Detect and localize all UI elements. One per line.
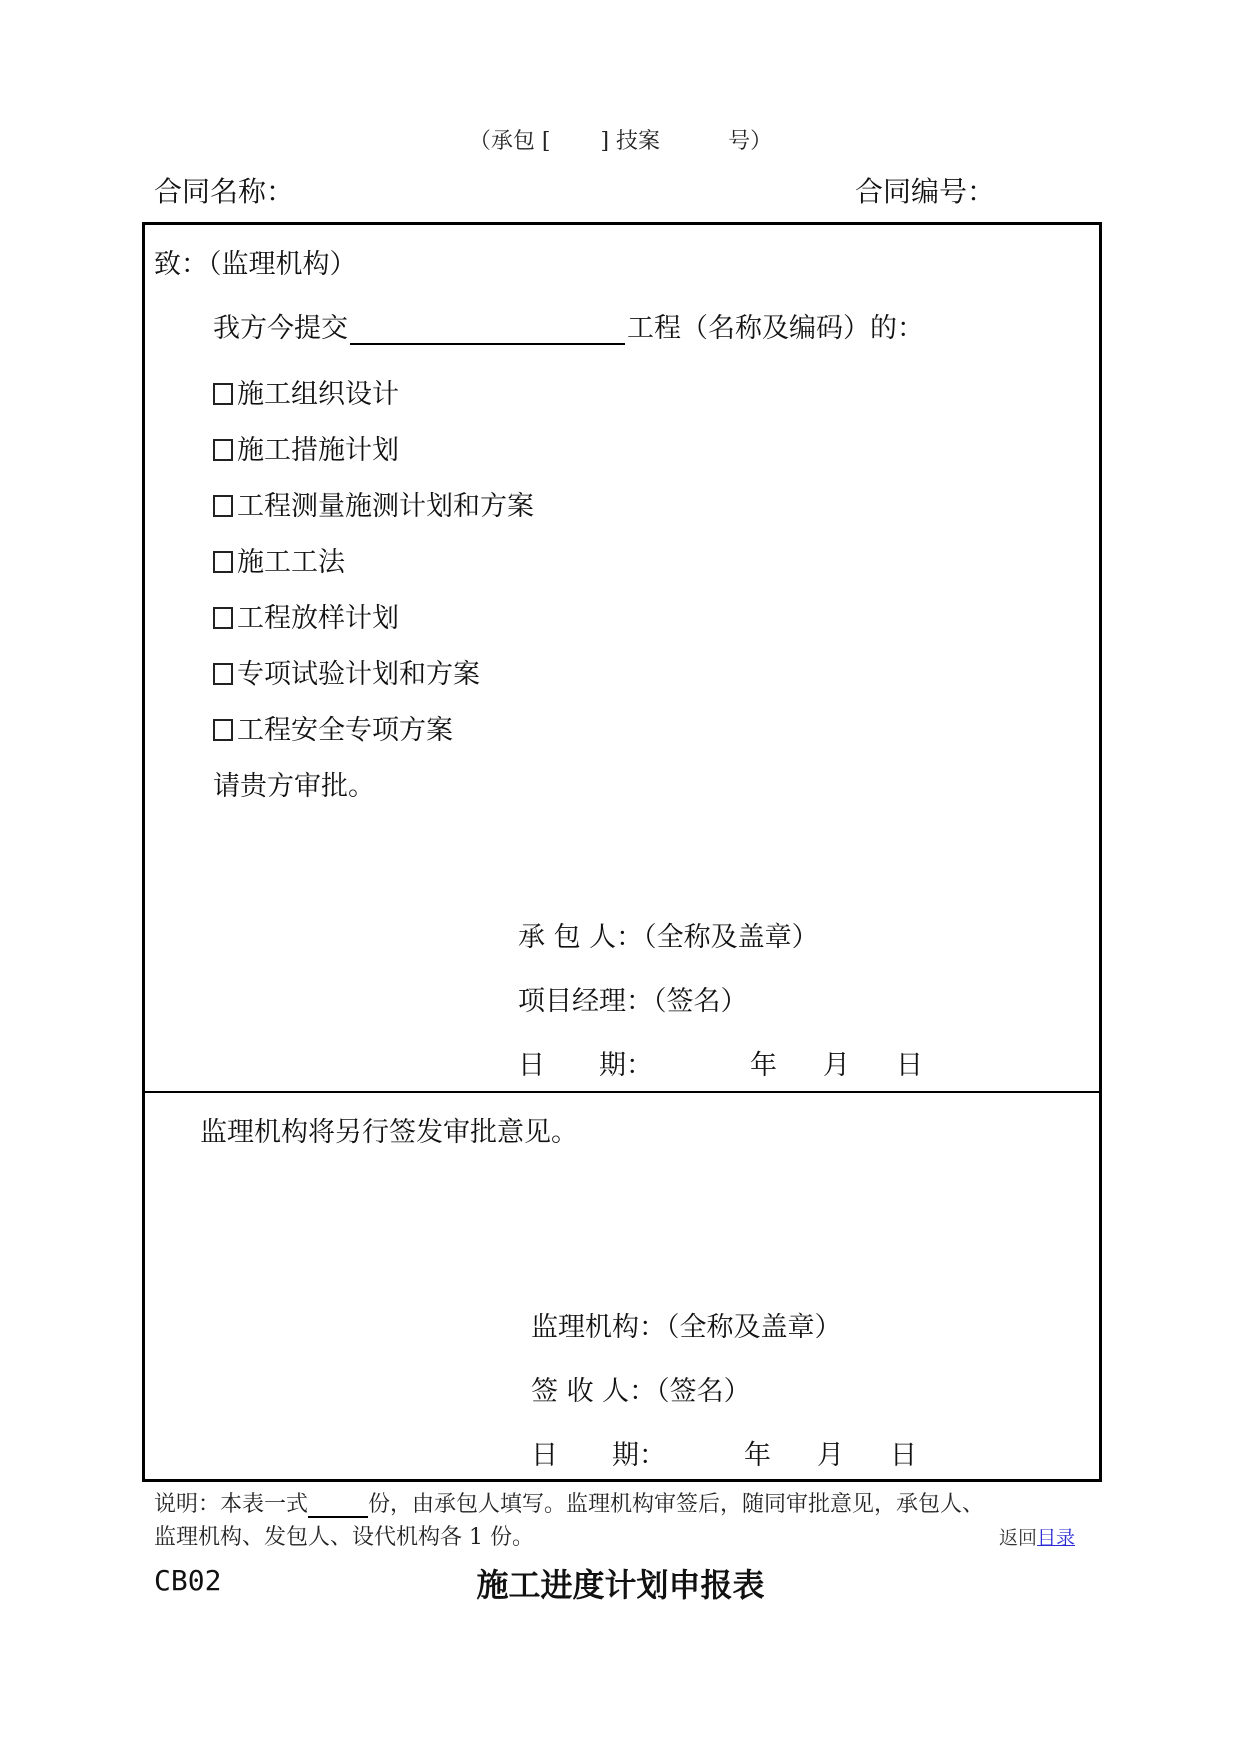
contract-no-label: 合同编号：: [855, 175, 996, 208]
option-label: 施工组织设计: [237, 379, 399, 410]
form-frame: [142, 222, 1102, 1482]
option-item[interactable]: [213, 484, 534, 523]
option-item[interactable]: [213, 596, 399, 635]
project-manager-label: 项目经理：（签名）: [518, 986, 748, 1017]
option-label: 工程安全专项方案: [237, 715, 453, 746]
option-item[interactable]: [213, 652, 480, 691]
option-label: 施工措施计划: [237, 435, 399, 466]
section-divider: [142, 1091, 1102, 1093]
checkbox-icon[interactable]: [213, 719, 233, 741]
checkbox-icon[interactable]: [213, 607, 233, 629]
project-name-blank[interactable]: [350, 315, 625, 345]
checkbox-icon[interactable]: [213, 663, 233, 685]
contract-name-label: 合同名称：: [154, 175, 295, 208]
agency-label: 监理机构：（全称及盖章）: [531, 1312, 842, 1343]
back-label: 返回: [999, 1527, 1038, 1549]
option-label: 工程测量施测计划和方案: [237, 491, 534, 522]
option-item[interactable]: [213, 372, 399, 411]
doc-no-mid: ] 技案: [600, 129, 661, 154]
intro-suffix: 工程（名称及编码）的：: [627, 313, 924, 344]
intro-prefix: 我方今提交: [213, 313, 348, 344]
document-number: [0, 124, 1241, 155]
addressee: 致：（监理机构）: [154, 249, 357, 280]
review-date-label: 日 期：: [531, 1440, 666, 1471]
receiver-label: 签 收 人：（签名）: [531, 1376, 751, 1407]
checkbox-icon[interactable]: [213, 495, 233, 517]
submission-date-label: 日 期：: [518, 1050, 653, 1081]
form-code: CB02: [154, 1564, 222, 1597]
year-label: 年: [750, 1050, 777, 1081]
month-label: 月: [823, 1050, 850, 1081]
doc-no-prefix: （承包 [: [468, 129, 551, 154]
back-to-toc: [999, 1523, 1075, 1550]
day-label: 日: [890, 1440, 917, 1471]
year-label: 年: [744, 1440, 771, 1471]
checkbox-icon[interactable]: [213, 383, 233, 405]
option-label: 工程放样计划: [237, 603, 399, 634]
option-label: 施工工法: [237, 547, 345, 578]
review-note: 监理机构将另行签发审批意见。: [200, 1117, 578, 1148]
option-item[interactable]: [213, 428, 399, 467]
option-item[interactable]: [213, 540, 345, 579]
month-label: 月: [817, 1440, 844, 1471]
checkbox-icon[interactable]: [213, 439, 233, 461]
toc-link[interactable]: 目录: [1037, 1527, 1076, 1549]
submission-intro: [213, 306, 924, 345]
footnote-suffix: 份，由承包人填写。监理机构审签后，随同审批意见，承包人、: [368, 1492, 985, 1517]
form-title: 施工进度计划申报表: [476, 1566, 765, 1604]
footnote-line-2: 监理机构、发包人、设代机构各 1 份。: [154, 1525, 534, 1550]
copies-blank[interactable]: [308, 1496, 368, 1518]
request-text: 请贵方审批。: [213, 771, 375, 802]
checkbox-icon[interactable]: [213, 551, 233, 573]
contractor-label: 承 包 人：（全称及盖章）: [518, 922, 819, 953]
footnote-prefix: 说明：本表一式: [154, 1492, 309, 1517]
doc-no-suffix: 号）: [728, 129, 773, 154]
day-label: 日: [896, 1050, 923, 1081]
footnote-line-1: [154, 1487, 984, 1518]
option-item[interactable]: [213, 708, 453, 747]
option-label: 专项试验计划和方案: [237, 659, 480, 690]
